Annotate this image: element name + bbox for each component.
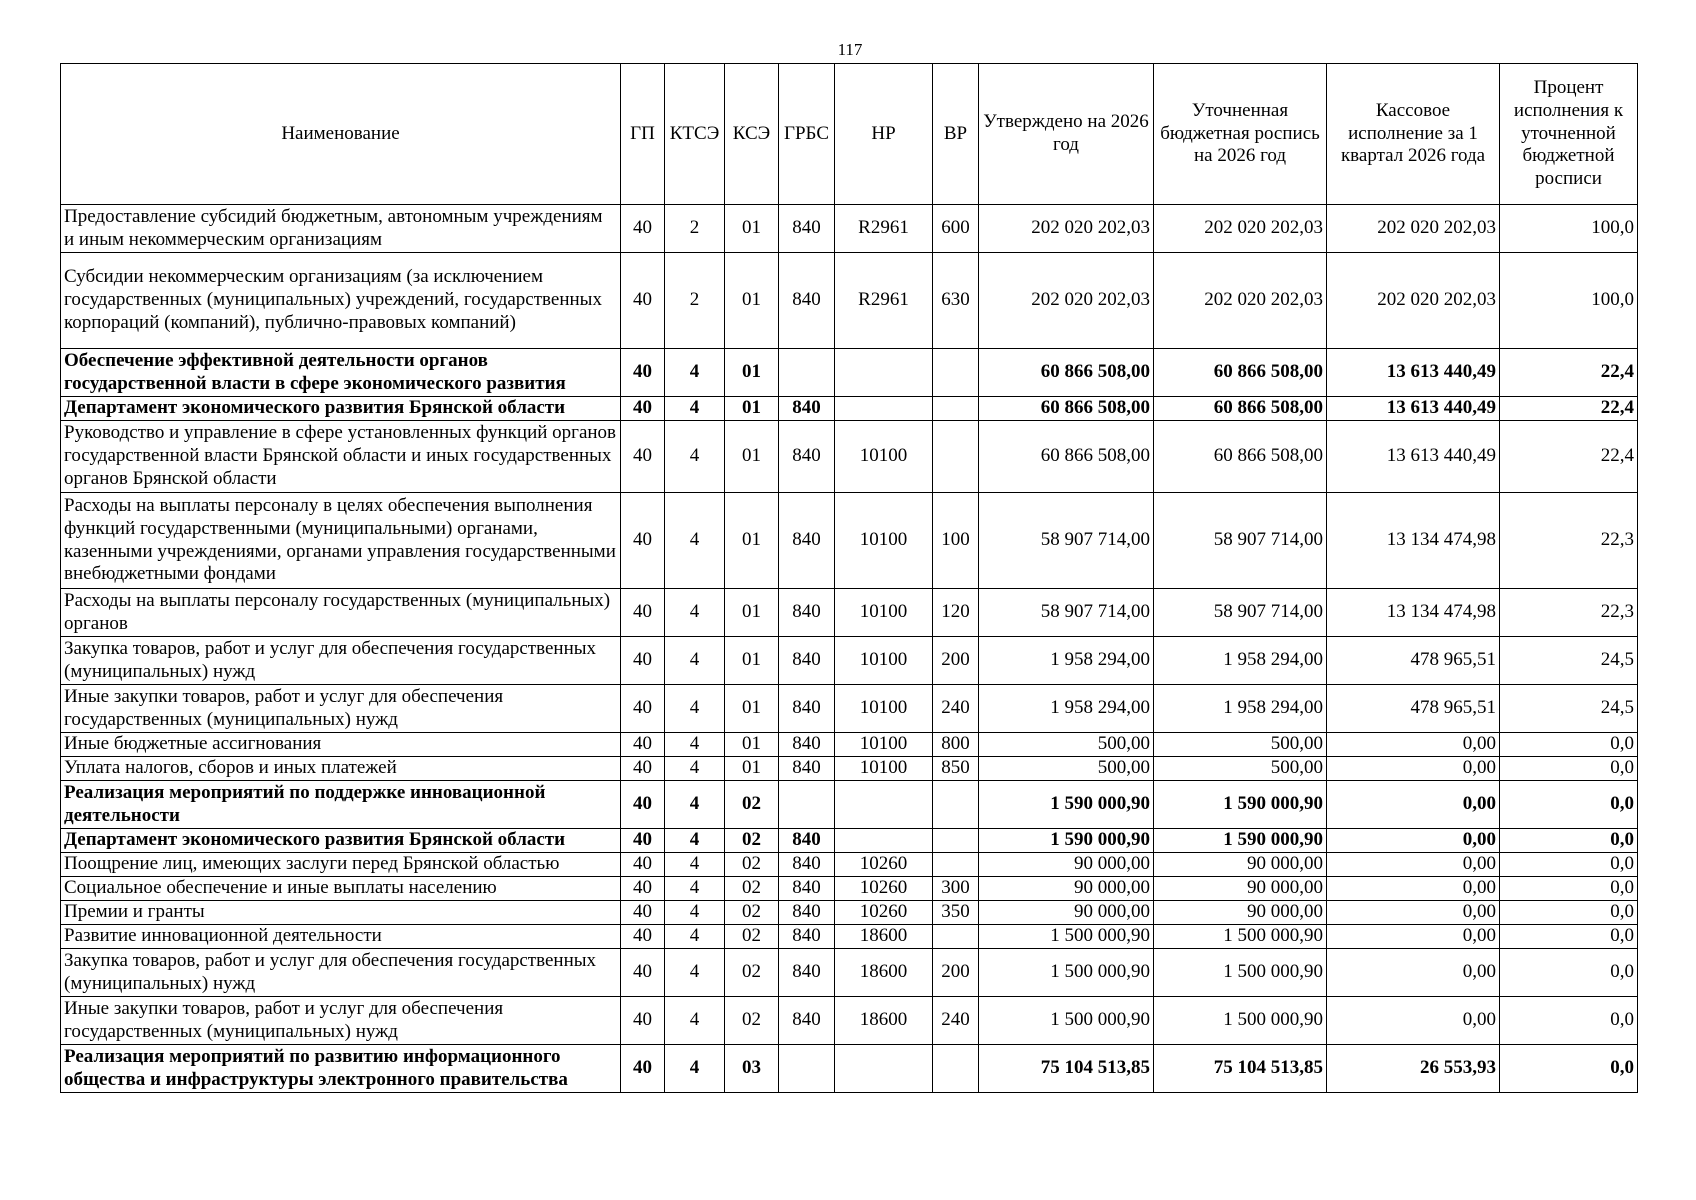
row-refined-cell: 1 500 000,90 [1154, 997, 1327, 1045]
row-name-cell: Иные бюджетные ассигнования [61, 733, 621, 757]
row-gp-cell: 40 [621, 205, 665, 253]
row-grbs-cell: 840 [779, 637, 835, 685]
table-row [61, 781, 1638, 829]
row-kse-cell: 02 [725, 901, 779, 925]
row-kse-cell: 01 [725, 589, 779, 637]
row-refined-cell: 1 958 294,00 [1154, 637, 1327, 685]
row-kse-cell: 01 [725, 349, 779, 397]
row-approved-cell: 1 958 294,00 [979, 637, 1154, 685]
row-gp-cell: 40 [621, 853, 665, 877]
row-ktse-cell: 4 [665, 901, 725, 925]
row-cash-cell: 13 134 474,98 [1327, 493, 1500, 589]
row-grbs-cell: 840 [779, 757, 835, 781]
row-ktse-cell: 4 [665, 877, 725, 901]
row-ktse-cell: 4 [665, 589, 725, 637]
row-name-cell: Иные закупки товаров, работ и услуг для обеспечения государственных (муниципальных) нужд [61, 997, 621, 1045]
row-gp-cell: 40 [621, 397, 665, 421]
row-percent-cell: 0,0 [1500, 949, 1638, 997]
row-cash-cell: 202 020 202,03 [1327, 205, 1500, 253]
row-approved-cell: 500,00 [979, 733, 1154, 757]
row-percent-cell: 22,4 [1500, 421, 1638, 493]
row-grbs-cell: 840 [779, 949, 835, 997]
row-refined-cell: 90 000,00 [1154, 901, 1327, 925]
table-row [61, 253, 1638, 349]
row-ktse-cell: 2 [665, 253, 725, 349]
row-kse-cell: 02 [725, 949, 779, 997]
row-grbs-cell: 840 [779, 997, 835, 1045]
header-name: Наименование [61, 64, 621, 205]
row-cash-cell: 0,00 [1327, 781, 1500, 829]
row-percent-cell: 0,0 [1500, 901, 1638, 925]
row-approved-cell: 1 500 000,90 [979, 997, 1154, 1045]
row-cash-cell: 202 020 202,03 [1327, 253, 1500, 349]
row-approved-cell: 58 907 714,00 [979, 493, 1154, 589]
row-refined-cell: 1 500 000,90 [1154, 949, 1327, 997]
header-gp: ГП [621, 64, 665, 205]
table-row [61, 877, 1638, 901]
row-gp-cell: 40 [621, 1045, 665, 1093]
row-nr-cell: 18600 [835, 997, 933, 1045]
row-nr-cell [835, 781, 933, 829]
header-kse: КСЭ [725, 64, 779, 205]
row-percent-cell: 22,3 [1500, 589, 1638, 637]
row-approved-cell: 1 500 000,90 [979, 949, 1154, 997]
row-ktse-cell: 2 [665, 205, 725, 253]
row-kse-cell: 01 [725, 757, 779, 781]
row-kse-cell: 01 [725, 421, 779, 493]
page-number: 117 [837, 40, 863, 59]
row-kse-cell: 03 [725, 1045, 779, 1093]
table-row [61, 925, 1638, 949]
row-percent-cell: 0,0 [1500, 733, 1638, 757]
row-cash-cell: 0,00 [1327, 877, 1500, 901]
row-kse-cell: 02 [725, 877, 779, 901]
row-nr-cell: 10100 [835, 589, 933, 637]
row-gp-cell: 40 [621, 757, 665, 781]
row-grbs-cell: 840 [779, 877, 835, 901]
row-cash-cell: 13 613 440,49 [1327, 397, 1500, 421]
row-refined-cell: 60 866 508,00 [1154, 349, 1327, 397]
row-vr-cell [933, 781, 979, 829]
row-kse-cell: 01 [725, 397, 779, 421]
table-row [61, 1045, 1638, 1093]
row-nr-cell [835, 1045, 933, 1093]
row-name-cell: Расходы на выплаты персоналу государственных (муниципальных) органов [61, 589, 621, 637]
row-name-cell: Предоставление субсидий бюджетным, автономным учреждениям и иным некоммерческим организациям [61, 205, 621, 253]
row-gp-cell: 40 [621, 997, 665, 1045]
row-approved-cell: 202 020 202,03 [979, 205, 1154, 253]
row-cash-cell: 478 965,51 [1327, 685, 1500, 733]
row-grbs-cell: 840 [779, 493, 835, 589]
row-vr-cell [933, 1045, 979, 1093]
row-percent-cell: 100,0 [1500, 253, 1638, 349]
row-gp-cell: 40 [621, 733, 665, 757]
row-name-cell: Развитие инновационной деятельности [61, 925, 621, 949]
row-vr-cell [933, 853, 979, 877]
row-ktse-cell: 4 [665, 421, 725, 493]
row-refined-cell: 90 000,00 [1154, 853, 1327, 877]
row-cash-cell: 0,00 [1327, 997, 1500, 1045]
row-grbs-cell: 840 [779, 925, 835, 949]
row-name-cell: Субсидии некоммерческим организациям (за исключением государственных (муниципальных) учреждений, государственных корпораций (компаний), публично-правовых компаний) [61, 253, 621, 349]
row-approved-cell: 1 590 000,90 [979, 829, 1154, 853]
row-nr-cell: 10100 [835, 685, 933, 733]
row-name-cell: Социальное обеспечение и иные выплаты населению [61, 877, 621, 901]
row-nr-cell [835, 397, 933, 421]
row-grbs-cell: 840 [779, 253, 835, 349]
row-gp-cell: 40 [621, 877, 665, 901]
row-gp-cell: 40 [621, 949, 665, 997]
header-vr: ВР [933, 64, 979, 205]
row-vr-cell: 200 [933, 637, 979, 685]
row-kse-cell: 02 [725, 997, 779, 1045]
row-grbs-cell: 840 [779, 685, 835, 733]
row-refined-cell: 60 866 508,00 [1154, 421, 1327, 493]
table-row [61, 421, 1638, 493]
row-ktse-cell: 4 [665, 949, 725, 997]
row-approved-cell: 90 000,00 [979, 901, 1154, 925]
row-nr-cell: 10260 [835, 901, 933, 925]
row-grbs-cell [779, 781, 835, 829]
row-vr-cell: 850 [933, 757, 979, 781]
row-gp-cell: 40 [621, 253, 665, 349]
row-nr-cell: 10100 [835, 421, 933, 493]
row-nr-cell [835, 829, 933, 853]
row-approved-cell: 60 866 508,00 [979, 397, 1154, 421]
row-vr-cell [933, 397, 979, 421]
table-row [61, 685, 1638, 733]
row-gp-cell: 40 [621, 637, 665, 685]
row-vr-cell: 240 [933, 997, 979, 1045]
row-percent-cell: 0,0 [1500, 757, 1638, 781]
row-gp-cell: 40 [621, 421, 665, 493]
row-cash-cell: 0,00 [1327, 949, 1500, 997]
row-refined-cell: 500,00 [1154, 757, 1327, 781]
row-approved-cell: 60 866 508,00 [979, 349, 1154, 397]
row-grbs-cell: 840 [779, 421, 835, 493]
row-approved-cell: 75 104 513,85 [979, 1045, 1154, 1093]
row-grbs-cell [779, 349, 835, 397]
row-percent-cell: 0,0 [1500, 1045, 1638, 1093]
row-refined-cell: 1 500 000,90 [1154, 925, 1327, 949]
row-refined-cell: 60 866 508,00 [1154, 397, 1327, 421]
row-kse-cell: 01 [725, 493, 779, 589]
row-refined-cell: 90 000,00 [1154, 877, 1327, 901]
row-cash-cell: 0,00 [1327, 757, 1500, 781]
row-name-cell: Расходы на выплаты персоналу в целях обеспечения выполнения функций государственными (муниципальными) органами, казенными учреждениями, органами управления государственными внебюджетными фондами [61, 493, 621, 589]
row-vr-cell: 240 [933, 685, 979, 733]
row-refined-cell: 500,00 [1154, 733, 1327, 757]
row-kse-cell: 02 [725, 781, 779, 829]
row-kse-cell: 02 [725, 853, 779, 877]
row-percent-cell: 22,3 [1500, 493, 1638, 589]
row-percent-cell: 24,5 [1500, 637, 1638, 685]
row-refined-cell: 75 104 513,85 [1154, 1045, 1327, 1093]
table-row [61, 349, 1638, 397]
row-vr-cell: 630 [933, 253, 979, 349]
table-row [61, 637, 1638, 685]
row-ktse-cell: 4 [665, 1045, 725, 1093]
row-refined-cell: 1 590 000,90 [1154, 829, 1327, 853]
row-nr-cell: R2961 [835, 253, 933, 349]
row-nr-cell: 10260 [835, 853, 933, 877]
row-refined-cell: 58 907 714,00 [1154, 589, 1327, 637]
row-cash-cell: 478 965,51 [1327, 637, 1500, 685]
row-cash-cell: 13 134 474,98 [1327, 589, 1500, 637]
row-cash-cell: 0,00 [1327, 925, 1500, 949]
table-row [61, 733, 1638, 757]
table-row [61, 949, 1638, 997]
row-grbs-cell: 840 [779, 853, 835, 877]
header-approved: Утверждено на 2026 год [979, 64, 1154, 205]
row-cash-cell: 13 613 440,49 [1327, 349, 1500, 397]
row-percent-cell: 0,0 [1500, 877, 1638, 901]
row-grbs-cell: 840 [779, 205, 835, 253]
row-name-cell: Департамент экономического развития Брянской области [61, 397, 621, 421]
row-kse-cell: 02 [725, 925, 779, 949]
header-grbs: ГРБС [779, 64, 835, 205]
row-name-cell: Премии и гранты [61, 901, 621, 925]
header-nr: НР [835, 64, 933, 205]
row-grbs-cell: 840 [779, 733, 835, 757]
row-vr-cell: 600 [933, 205, 979, 253]
row-name-cell: Поощрение лиц, имеющих заслуги перед Брянской областью [61, 853, 621, 877]
row-name-cell: Департамент экономического развития Брянской области [61, 829, 621, 853]
row-name-cell: Иные закупки товаров, работ и услуг для обеспечения государственных (муниципальных) нужд [61, 685, 621, 733]
row-name-cell: Руководство и управление в сфере установленных функций органов государственной власти Брянской области и иных государственных органов Брянской области [61, 421, 621, 493]
row-refined-cell: 58 907 714,00 [1154, 493, 1327, 589]
row-ktse-cell: 4 [665, 637, 725, 685]
row-vr-cell [933, 349, 979, 397]
row-vr-cell: 800 [933, 733, 979, 757]
table-row [61, 853, 1638, 877]
row-name-cell: Закупка товаров, работ и услуг для обеспечения государственных (муниципальных) нужд [61, 949, 621, 997]
row-grbs-cell: 840 [779, 829, 835, 853]
row-nr-cell: 18600 [835, 925, 933, 949]
row-ktse-cell: 4 [665, 397, 725, 421]
row-vr-cell [933, 925, 979, 949]
row-kse-cell: 01 [725, 685, 779, 733]
row-percent-cell: 22,4 [1500, 397, 1638, 421]
row-approved-cell: 1 500 000,90 [979, 925, 1154, 949]
row-nr-cell [835, 349, 933, 397]
row-ktse-cell: 4 [665, 853, 725, 877]
row-approved-cell: 1 958 294,00 [979, 685, 1154, 733]
row-gp-cell: 40 [621, 901, 665, 925]
row-vr-cell: 350 [933, 901, 979, 925]
row-percent-cell: 0,0 [1500, 781, 1638, 829]
row-refined-cell: 202 020 202,03 [1154, 205, 1327, 253]
row-grbs-cell: 840 [779, 397, 835, 421]
row-percent-cell: 0,0 [1500, 997, 1638, 1045]
row-approved-cell: 60 866 508,00 [979, 421, 1154, 493]
table-row [61, 829, 1638, 853]
row-grbs-cell: 840 [779, 589, 835, 637]
row-gp-cell: 40 [621, 685, 665, 733]
header-row [61, 64, 1638, 205]
row-vr-cell: 300 [933, 877, 979, 901]
row-cash-cell: 0,00 [1327, 829, 1500, 853]
row-nr-cell: 10100 [835, 637, 933, 685]
row-ktse-cell: 4 [665, 757, 725, 781]
row-approved-cell: 500,00 [979, 757, 1154, 781]
row-percent-cell: 0,0 [1500, 853, 1638, 877]
row-approved-cell: 1 590 000,90 [979, 781, 1154, 829]
row-name-cell: Реализация мероприятий по поддержке инновационной деятельности [61, 781, 621, 829]
row-cash-cell: 0,00 [1327, 733, 1500, 757]
row-approved-cell: 90 000,00 [979, 853, 1154, 877]
row-kse-cell: 01 [725, 253, 779, 349]
row-vr-cell [933, 421, 979, 493]
row-approved-cell: 58 907 714,00 [979, 589, 1154, 637]
row-cash-cell: 13 613 440,49 [1327, 421, 1500, 493]
row-gp-cell: 40 [621, 589, 665, 637]
row-percent-cell: 0,0 [1500, 829, 1638, 853]
row-kse-cell: 02 [725, 829, 779, 853]
row-gp-cell: 40 [621, 925, 665, 949]
row-kse-cell: 01 [725, 205, 779, 253]
table-row [61, 589, 1638, 637]
row-gp-cell: 40 [621, 349, 665, 397]
header-percent: Процент исполнения к уточненной бюджетной росписи [1500, 64, 1638, 205]
row-grbs-cell: 840 [779, 901, 835, 925]
row-percent-cell: 24,5 [1500, 685, 1638, 733]
row-nr-cell: 10260 [835, 877, 933, 901]
row-cash-cell: 0,00 [1327, 853, 1500, 877]
row-ktse-cell: 4 [665, 349, 725, 397]
table-row [61, 997, 1638, 1045]
budget-table [60, 63, 1638, 1093]
table-row [61, 493, 1638, 589]
header-ktse: КТСЭ [665, 64, 725, 205]
row-kse-cell: 01 [725, 637, 779, 685]
table-row [61, 901, 1638, 925]
row-kse-cell: 01 [725, 733, 779, 757]
row-ktse-cell: 4 [665, 685, 725, 733]
header-cash: Кассовое исполнение за 1 квартал 2026 года [1327, 64, 1500, 205]
row-name-cell: Реализация мероприятий по развитию информационного общества и инфраструктуры электронного правительства [61, 1045, 621, 1093]
row-name-cell: Закупка товаров, работ и услуг для обеспечения государственных (муниципальных) нужд [61, 637, 621, 685]
row-gp-cell: 40 [621, 493, 665, 589]
row-percent-cell: 22,4 [1500, 349, 1638, 397]
table-row [61, 205, 1638, 253]
row-vr-cell: 100 [933, 493, 979, 589]
row-name-cell: Уплата налогов, сборов и иных платежей [61, 757, 621, 781]
row-vr-cell: 120 [933, 589, 979, 637]
row-ktse-cell: 4 [665, 997, 725, 1045]
row-ktse-cell: 4 [665, 733, 725, 757]
row-gp-cell: 40 [621, 829, 665, 853]
row-nr-cell: 10100 [835, 493, 933, 589]
row-approved-cell: 90 000,00 [979, 877, 1154, 901]
row-refined-cell: 1 958 294,00 [1154, 685, 1327, 733]
row-ktse-cell: 4 [665, 925, 725, 949]
row-refined-cell: 1 590 000,90 [1154, 781, 1327, 829]
row-vr-cell: 200 [933, 949, 979, 997]
row-ktse-cell: 4 [665, 829, 725, 853]
table-row [61, 397, 1638, 421]
row-cash-cell: 0,00 [1327, 901, 1500, 925]
row-name-cell: Обеспечение эффективной деятельности органов государственной власти в сфере экономического развития [61, 349, 621, 397]
row-approved-cell: 202 020 202,03 [979, 253, 1154, 349]
row-cash-cell: 26 553,93 [1327, 1045, 1500, 1093]
row-nr-cell: 18600 [835, 949, 933, 997]
header-refined: Уточненная бюджетная роспись на 2026 год [1154, 64, 1327, 205]
row-grbs-cell [779, 1045, 835, 1093]
row-ktse-cell: 4 [665, 781, 725, 829]
row-nr-cell: R2961 [835, 205, 933, 253]
row-nr-cell: 10100 [835, 733, 933, 757]
row-vr-cell [933, 829, 979, 853]
row-percent-cell: 0,0 [1500, 925, 1638, 949]
row-ktse-cell: 4 [665, 493, 725, 589]
table-row [61, 757, 1638, 781]
row-gp-cell: 40 [621, 781, 665, 829]
row-nr-cell: 10100 [835, 757, 933, 781]
row-percent-cell: 100,0 [1500, 205, 1638, 253]
table-body [61, 205, 1638, 1093]
row-refined-cell: 202 020 202,03 [1154, 253, 1327, 349]
